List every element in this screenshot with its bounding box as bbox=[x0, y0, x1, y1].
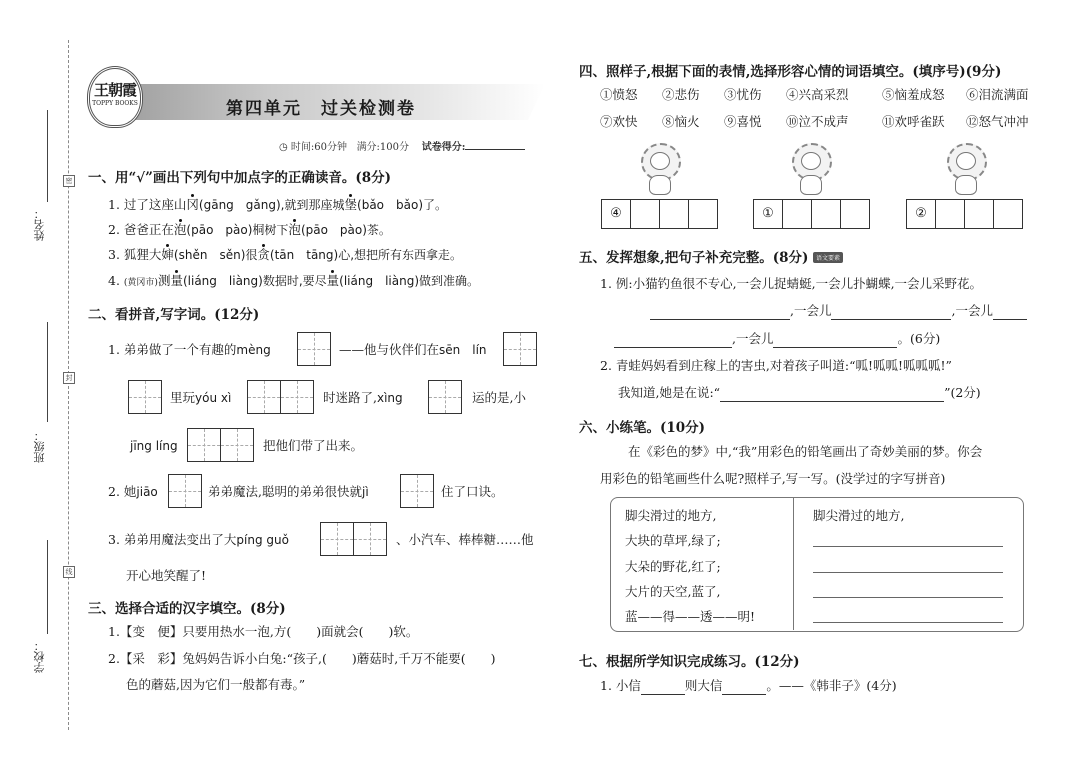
poem-line: 大块的草坪,绿了; bbox=[625, 533, 721, 548]
s1-question-4: 4. (黄冈市)测量(liáng liàng)数据时,要尽量(liáng liàng)做到准确。 bbox=[108, 273, 480, 288]
s3-question-1: 1.【变 便】只要用热水一泡,方( )面就会( )软。 bbox=[108, 624, 419, 639]
clock-icon: ◷ bbox=[279, 142, 288, 153]
s2-line-5b: 、小汽车、棒棒糖……他 bbox=[396, 532, 534, 547]
page-title: 第四单元 过关检测卷 bbox=[226, 99, 416, 119]
writing-grid[interactable] bbox=[247, 380, 314, 414]
emotion-answer-box-3[interactable]: ② bbox=[906, 199, 1023, 229]
poem-line: 大朵的野花,红了; bbox=[625, 559, 721, 574]
poem-write-line[interactable] bbox=[813, 597, 1003, 598]
s1-question-1: 1. 过了这座山冈(gāng gǎng),就到那座城堡(bǎo bǎo)了。 bbox=[108, 197, 448, 212]
exam-meta bbox=[279, 138, 525, 153]
class-line bbox=[47, 322, 48, 422]
angry-lion-icon bbox=[788, 143, 832, 193]
section-5-heading: 五、发挥想象,把句子补充完整。(8分) bbox=[579, 250, 809, 266]
s2-line-1b: ——他与伙伴们在sēn lín bbox=[339, 342, 487, 357]
writing-grid[interactable] bbox=[128, 380, 162, 414]
sad-lion-icon bbox=[943, 143, 987, 193]
happy-lion-icon bbox=[637, 143, 681, 193]
emotion-answer-box-1[interactable]: ④ bbox=[601, 199, 718, 229]
section-2-heading: 二、看拼音,写字词。(12分) bbox=[88, 307, 260, 323]
poem-write-line[interactable] bbox=[813, 572, 1003, 573]
s7-question-1: 1. 小信 则大信 。——《韩非子》(4分) bbox=[600, 678, 897, 693]
s3-question-2a: 2.【采 彩】兔妈妈告诉小白兔:“孩子,( )蘑菇时,千万不能要( ) bbox=[108, 651, 496, 666]
s5-example: 1. 例:小猫钓鱼很不专心,一会儿捉蜻蜓,一会儿扑蝴蝶,一会儿采野花。 bbox=[600, 276, 983, 291]
s2-line-1a: 1. 弟弟做了一个有趣的mèng bbox=[108, 342, 271, 357]
section-1-heading: 一、用“√”画出下列句中加点字的正确读音。(8分) bbox=[88, 170, 392, 186]
s1-question-2: 2. 爸爸正在泡(pāo pào)桐树下泡(pāo pào)茶。 bbox=[108, 222, 391, 237]
poem-line: 脚尖滑过的地方, bbox=[625, 508, 717, 523]
s5-fill-line-2: ,一会儿 。(6分) bbox=[614, 330, 940, 348]
name-label: 姓名： bbox=[33, 208, 46, 241]
section-3-heading: 三、选择合适的汉字填空。(8分) bbox=[88, 601, 286, 617]
s2-line-3b: 把他们带了出来。 bbox=[263, 438, 364, 453]
poem-divider bbox=[793, 497, 794, 630]
school-line bbox=[47, 540, 48, 634]
s2-line-2c: 运的是,小 bbox=[472, 390, 526, 405]
score-blank[interactable] bbox=[465, 149, 525, 150]
s6-prompt-2: 用彩色的铅笔画些什么呢?照样子,写一写。(没学过的字写拼音) bbox=[600, 471, 946, 486]
publisher-logo bbox=[87, 66, 143, 128]
emotion-answer-box-2[interactable]: ① bbox=[753, 199, 870, 229]
writing-grid[interactable] bbox=[297, 332, 331, 366]
s2-line-5a: 3. 弟弟用魔法变出了大píng guǒ bbox=[108, 532, 289, 547]
poem-line: 大片的天空,蓝了, bbox=[625, 584, 721, 599]
section-4-heading: 四、照样子,根据下面的表情,选择形容心情的词语填空。(填序号)(9分) bbox=[579, 64, 1002, 80]
seal-mark: 密 bbox=[63, 175, 75, 187]
score-label: 试卷得分: bbox=[421, 142, 466, 153]
logo-text: 王朝霞 bbox=[93, 81, 136, 99]
s2-line-2a: 里玩yóu xì bbox=[170, 390, 232, 405]
logo-subtext: TOPPY BOOKS bbox=[92, 100, 138, 107]
emotion-word-row-1: ①愤怒 ②悲伤 ③忧伤 ④兴高采烈 ⑤恼羞成怒 ⑥泪流满面 bbox=[600, 87, 1029, 102]
school-label: 学校： bbox=[33, 640, 46, 673]
class-label: 班级： bbox=[33, 430, 46, 463]
seal-mark: 线 bbox=[63, 566, 75, 578]
s2-line-2b: 时迷路了,xìng bbox=[323, 390, 403, 405]
writing-grid[interactable] bbox=[168, 474, 202, 508]
writing-grid[interactable] bbox=[503, 332, 537, 366]
emotion-word-row-2: ⑦欢快 ⑧恼火 ⑨喜悦 ⑩泣不成声 ⑪欢呼雀跃 ⑫怒气冲冲 bbox=[600, 114, 1029, 129]
writing-grid[interactable] bbox=[320, 522, 387, 556]
writing-grid[interactable] bbox=[400, 474, 434, 508]
s2-line-4b: 弟弟魔法,聪明的弟弟很快就jì bbox=[208, 484, 369, 499]
section-7-heading: 七、根据所学知识完成练习。(12分) bbox=[579, 654, 800, 670]
seal-mark: 封 bbox=[63, 372, 75, 384]
name-line bbox=[47, 110, 48, 202]
poem-right-first-line: 脚尖滑过的地方, bbox=[813, 508, 905, 523]
s2-line-4a: 2. 她jiāo bbox=[108, 484, 158, 499]
s5-question-2b: 我知道,她是在说:“ ”(2分) bbox=[618, 385, 981, 400]
time-label: 时间:60分钟 bbox=[290, 142, 348, 153]
poem-line: 蓝——得——透——明! bbox=[625, 609, 756, 624]
section-6-heading: 六、小练笔。(10分) bbox=[579, 420, 706, 436]
s6-prompt-1: 在《彩色的梦》中,“我”用彩色的铅笔画出了奇妙美丽的梦。你会 bbox=[628, 444, 983, 459]
s2-line-6: 开心地笑醒了! bbox=[126, 568, 207, 583]
literacy-tag: 语文要素 bbox=[813, 252, 843, 263]
s2-line-4c: 住了口诀。 bbox=[441, 484, 504, 499]
writing-grid[interactable] bbox=[428, 380, 462, 414]
s1-question-3: 3. 狐狸大婶(shěn sěn)很贪(tān tāng)心,想把所有东西拿走。 bbox=[108, 247, 463, 262]
writing-grid[interactable] bbox=[187, 428, 254, 462]
full-score-label: 满分:100分 bbox=[356, 142, 410, 153]
s5-fill-line-1: ,一会儿 ,一会儿 bbox=[650, 302, 1027, 320]
poem-write-line[interactable] bbox=[813, 622, 1003, 623]
poem-write-line[interactable] bbox=[813, 546, 1003, 547]
s5-question-2a: 2. 青蛙妈妈看到庄稼上的害虫,对着孩子叫道:“呱!呱呱!呱呱呱!” bbox=[600, 358, 952, 373]
s3-question-2b: 色的蘑菇,因为它们一般都有毒。” bbox=[126, 677, 306, 692]
binding-dashed-line bbox=[68, 40, 69, 730]
s2-line-3-pinyin: jīng líng bbox=[130, 439, 178, 453]
